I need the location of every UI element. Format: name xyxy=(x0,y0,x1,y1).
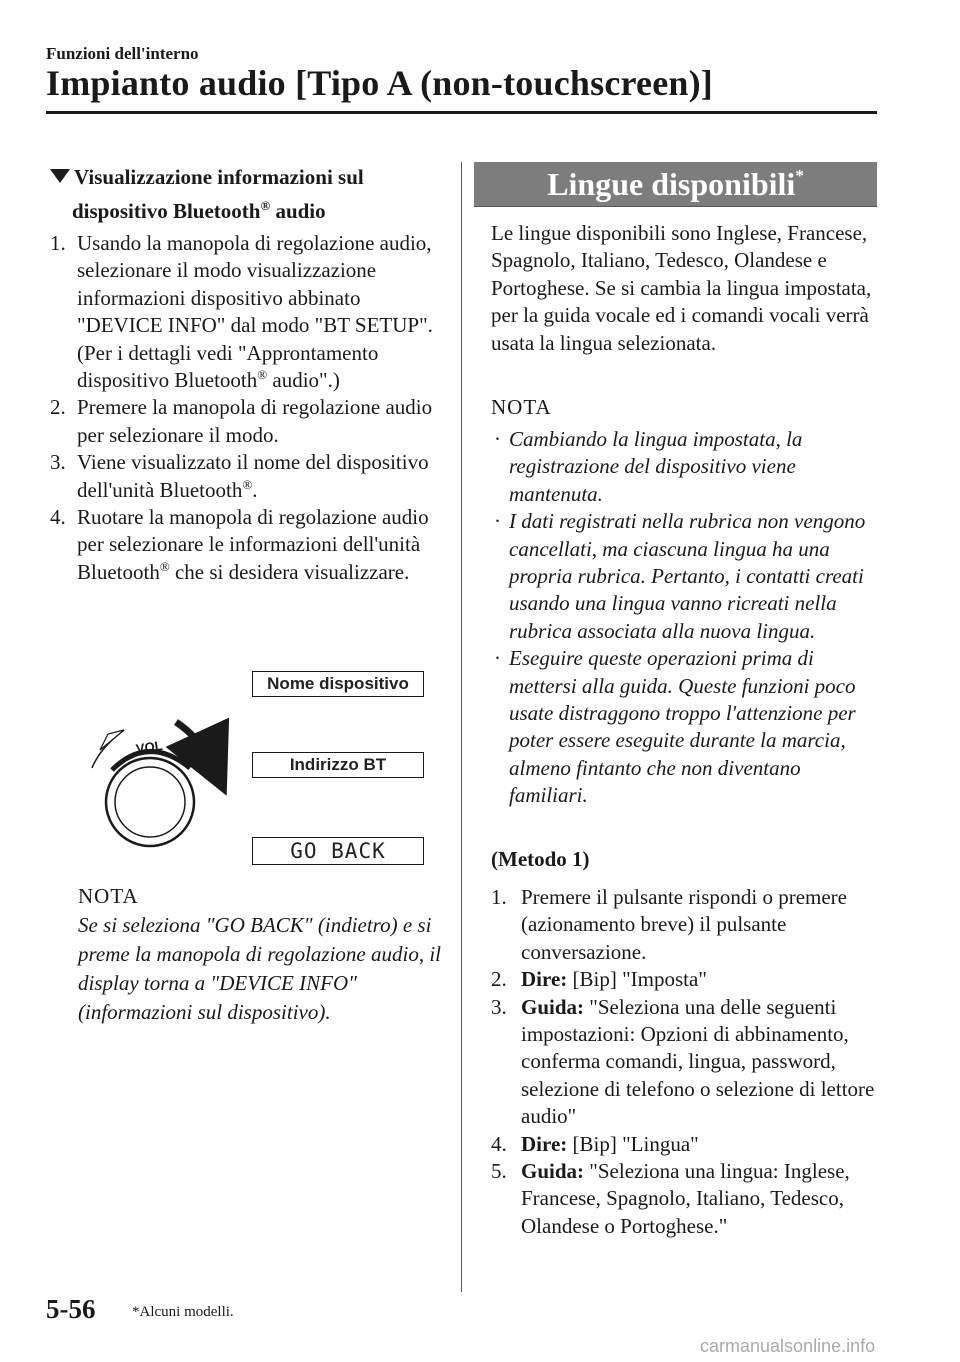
bullet-text: Cambiando la lingua impostata, la registrazione del dispositivo viene mantenuta. xyxy=(509,427,803,506)
bullet-item xyxy=(491,645,876,809)
step-item xyxy=(50,230,450,394)
step-text: Viene visualizzato il nome del dispositivo dell'unità Bluetooth xyxy=(77,450,429,502)
knob-inner xyxy=(115,767,185,837)
triangle-bullet-icon xyxy=(50,169,70,183)
step-text-end: . xyxy=(252,477,258,502)
header-rule xyxy=(46,111,877,114)
step-text: Premere il pulsante rispondi o premere (azionamento breve) il pulsante conversazione. xyxy=(521,885,847,964)
step-number: 4. xyxy=(491,1131,507,1156)
note-bullets xyxy=(491,426,876,810)
intro-paragraph: Le lingue disponibili sono Inglese, Francese, Spagnolo, Italiano, Tedesco, Olandese e Portoghese. Se si cambia la lingua impostata, per la guida vocale ed i comandi vocali verrà usata la lingua selezionata. xyxy=(491,221,872,355)
step-number: 1. xyxy=(491,885,507,909)
step-text-end: audio".) xyxy=(267,368,340,393)
vol-knob-illustration xyxy=(80,712,230,862)
step-number: 4. xyxy=(50,505,66,530)
bullet-mark: · xyxy=(494,427,501,451)
procedure-steps xyxy=(50,230,450,586)
bullet-text: Eseguire queste operazioni prima di mettersi alla guida. Queste funzioni poco usate distraggono troppo l'attenzione per poter essere eseguite durante la marcia, almeno fintanto che non diventano familiari. xyxy=(509,646,856,808)
step-text: Premere la manopola di regolazione audio per selezionare il modo. xyxy=(77,395,433,447)
chapter-title: Impianto audio [Tipo A (non-touchscreen)] xyxy=(46,63,713,103)
heading-line-2: dispositivo Bluetooth xyxy=(72,199,261,223)
step-number: 1. xyxy=(50,231,66,255)
method-step xyxy=(491,884,876,966)
bullet-mark: · xyxy=(494,646,501,671)
bullet-item xyxy=(491,426,876,508)
section-label: Funzioni dell'interno xyxy=(46,44,199,63)
step-label: Dire: xyxy=(521,1131,568,1156)
note-text: Se si seleziona "GO BACK" (indietro) e si preme la manopola di regolazione audio, il display torna a "DEVICE INFO" (informazioni sul dispositivo). xyxy=(78,913,441,1024)
method-step xyxy=(491,994,876,1131)
heading-line-2-end: audio xyxy=(270,199,326,223)
note-title: NOTA xyxy=(78,884,139,908)
step-text: "Seleziona una lingua: Inglese, Francese, Spagnolo, Italiano, Tedesco, Olandese o Portoghese." xyxy=(521,1159,850,1238)
method-step xyxy=(491,966,876,993)
display-bt-address: Indirizzo BT xyxy=(252,752,424,778)
left-note xyxy=(78,882,448,1027)
footnote: *Alcuni modelli. xyxy=(132,1304,234,1320)
page-number: 5-56 xyxy=(46,1294,96,1324)
step-number: 2. xyxy=(50,395,66,420)
step-text: [Bip] "Lingua" xyxy=(567,1131,699,1156)
step-item xyxy=(50,504,450,586)
registered-mark: ® xyxy=(257,367,268,383)
step-text: Ruotare la manopola di regolazione audio per selezionare le informazioni dell'unità Bluetooth xyxy=(77,505,429,584)
banner-asterisk: * xyxy=(795,166,804,185)
column-divider xyxy=(461,162,462,1292)
step-label: Guida: xyxy=(521,1159,585,1184)
step-number: 3. xyxy=(491,994,507,1019)
step-number: 3. xyxy=(50,450,66,475)
rotate-right-arrow-icon xyxy=(176,722,212,764)
registered-mark: ® xyxy=(242,476,253,492)
step-number: 5. xyxy=(491,1159,507,1184)
method-step xyxy=(491,1131,876,1158)
right-note-title: NOTA xyxy=(491,395,552,419)
bullet-item xyxy=(491,508,876,645)
registered-mark: ® xyxy=(260,198,271,213)
step-item xyxy=(50,394,450,449)
heading-line-1: Visualizzazione informazioni sul xyxy=(74,165,364,189)
section-banner xyxy=(474,162,877,207)
step-label: Dire: xyxy=(521,967,568,992)
method-title: (Metodo 1) xyxy=(491,847,590,871)
method-step xyxy=(491,1158,876,1240)
step-text: [Bip] "Imposta" xyxy=(567,967,707,992)
bullet-mark: · xyxy=(494,509,501,534)
step-item xyxy=(50,449,450,504)
watermark: carmanualsonline.info xyxy=(700,1336,876,1356)
banner-title: Lingue disponibili xyxy=(547,166,796,202)
display-go-back: GO BACK xyxy=(252,837,424,865)
knob-label: VOL xyxy=(134,737,164,757)
step-number: 2. xyxy=(491,967,507,992)
method-steps xyxy=(491,884,876,1240)
display-device-name: Nome dispositivo xyxy=(252,671,424,697)
step-text: "Seleziona una delle seguenti impostazioni: Opzioni di abbinamento, conferma comandi, lingua, password, selezione di telefono o selezione di lettore audio" xyxy=(521,994,875,1129)
subsection-heading xyxy=(50,160,450,228)
step-label: Guida: xyxy=(521,994,585,1019)
bullet-text: I dati registrati nella rubrica non vengono cancellati, ma ciascuna lingua ha una propria rubrica. Pertanto, i contatti creati usando una lingua vanno ricreati nella rubrica associata alla nuova lingua. xyxy=(509,509,866,643)
registered-mark: ® xyxy=(159,558,170,574)
step-text: Usando la manopola di regolazione audio, selezionare il modo visualizzazione informazioni dispositivo abbinato "DEVICE INFO" dal modo "BT SETUP". (Per i dettagli vedi "Approntamento dispositivo Bluetooth xyxy=(77,231,433,393)
step-text-end: che si desidera visualizzare. xyxy=(169,559,410,584)
